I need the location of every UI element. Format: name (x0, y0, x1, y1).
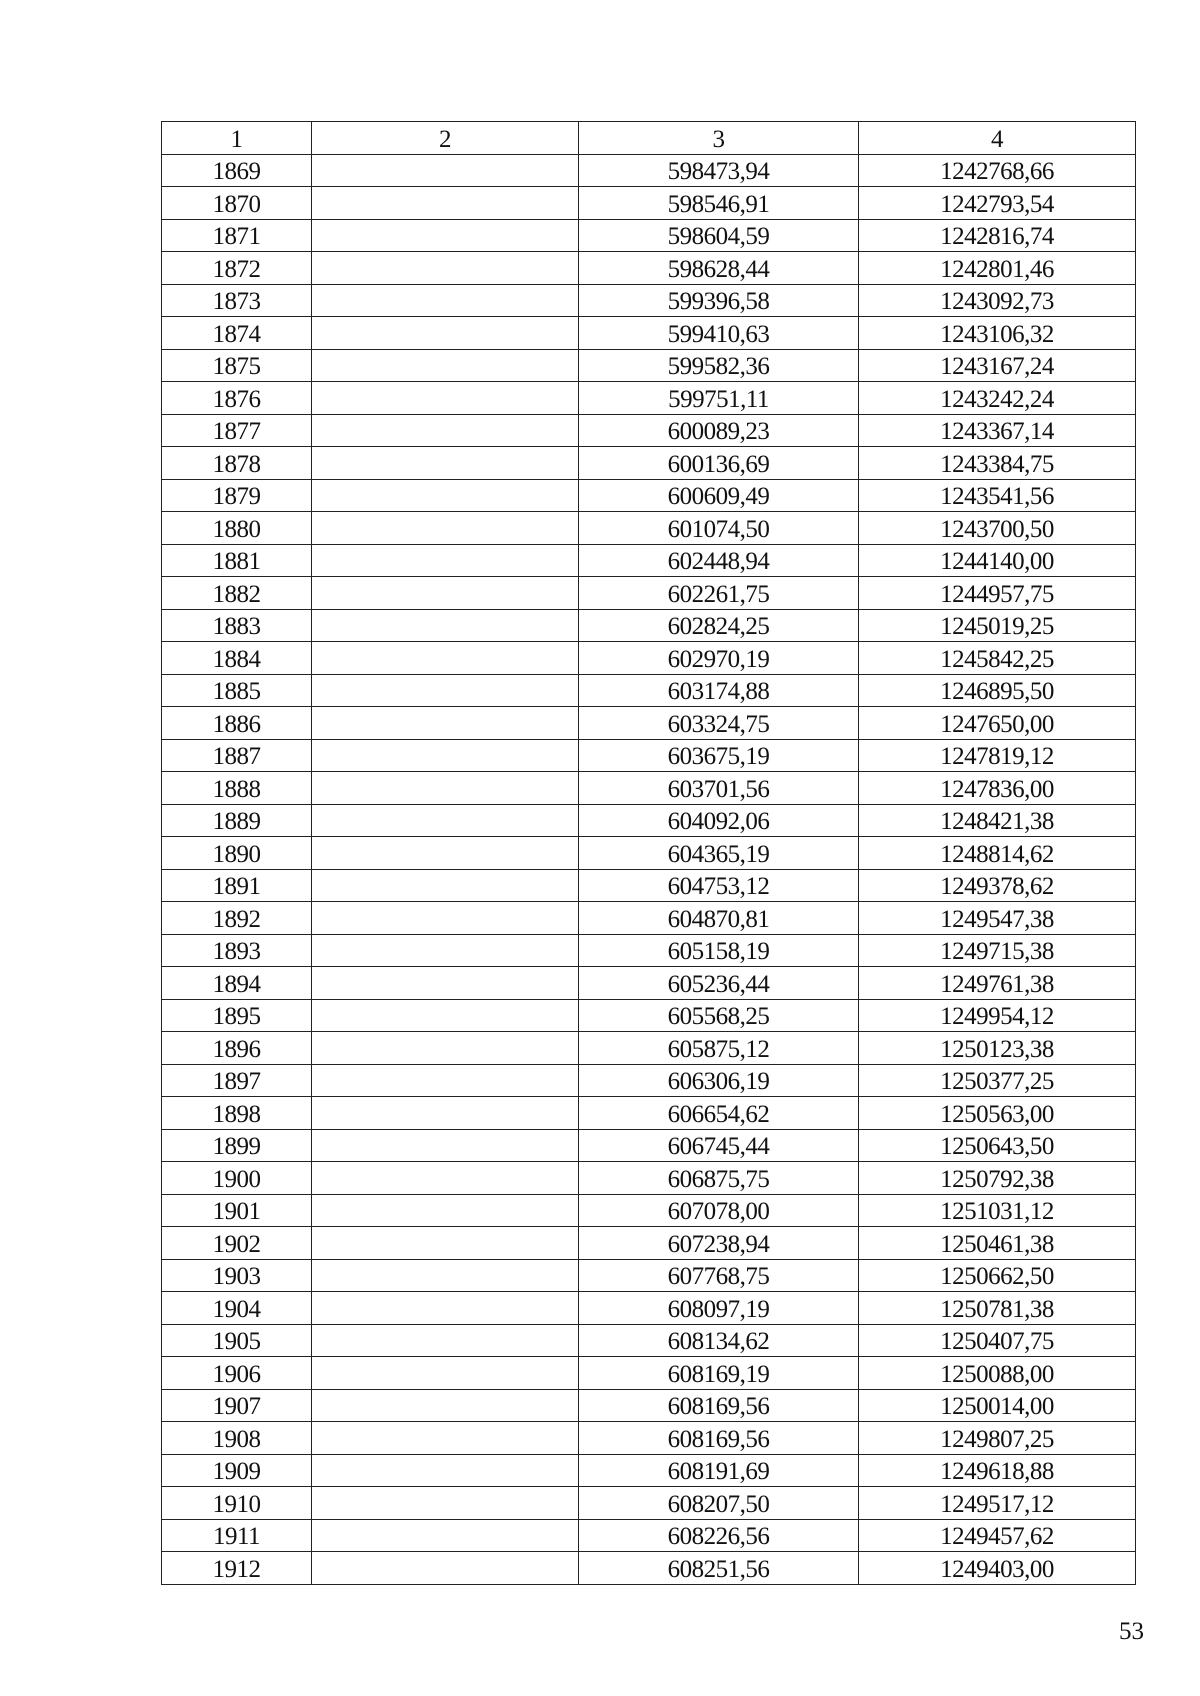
table-cell-col-1: 1870 (162, 187, 312, 220)
page-number: 53 (1119, 1618, 1144, 1645)
table-cell-col-4: 1243541,56 (859, 479, 1136, 512)
table-cell-col-1: 1905 (162, 1324, 312, 1357)
table-cell-col-2 (312, 1552, 579, 1585)
table-cell-col-2 (312, 479, 579, 512)
table-cell-col-1: 1910 (162, 1487, 312, 1520)
table-row (162, 349, 1136, 382)
table-cell-col-3: 607078,00 (579, 1194, 859, 1227)
table-cell-col-4: 1249618,88 (859, 1454, 1136, 1487)
table-row (162, 512, 1136, 545)
table-row (162, 1032, 1136, 1065)
table-cell-col-1: 1893 (162, 934, 312, 967)
table-cell-col-1: 1885 (162, 674, 312, 707)
table-cell-col-3: 603675,19 (579, 739, 859, 772)
table-cell-col-4: 1249807,25 (859, 1422, 1136, 1455)
table-cell-col-3: 600136,69 (579, 447, 859, 480)
table-cell-col-1: 1896 (162, 1032, 312, 1065)
table-cell-col-3: 605568,25 (579, 999, 859, 1032)
table-cell-col-1: 1876 (162, 382, 312, 415)
table-row (162, 837, 1136, 870)
table-cell-col-1: 1891 (162, 869, 312, 902)
table-row (162, 187, 1136, 220)
table-row (162, 284, 1136, 317)
table-cell-col-4: 1242816,74 (859, 219, 1136, 252)
table-cell-col-4: 1248421,38 (859, 804, 1136, 837)
table-cell-col-1: 1887 (162, 739, 312, 772)
table-cell-col-3: 608169,56 (579, 1422, 859, 1455)
table-cell-col-1: 1884 (162, 642, 312, 675)
table-cell-col-2 (312, 187, 579, 220)
table-cell-col-1: 1875 (162, 349, 312, 382)
coordinates-table (161, 121, 1136, 1585)
table-cell-col-3: 603174,88 (579, 674, 859, 707)
table-cell-col-4: 1250643,50 (859, 1129, 1136, 1162)
table-row (162, 772, 1136, 805)
table-cell-col-2 (312, 739, 579, 772)
table-cell-col-3: 601074,50 (579, 512, 859, 545)
table-cell-col-1: 1894 (162, 967, 312, 1000)
table-row (162, 479, 1136, 512)
table-cell-col-4: 1249954,12 (859, 999, 1136, 1032)
table-cell-col-1: 1909 (162, 1454, 312, 1487)
table-row (162, 999, 1136, 1032)
table-row (162, 577, 1136, 610)
table-cell-col-2 (312, 447, 579, 480)
table-row (162, 1259, 1136, 1292)
table-cell-col-1: 1908 (162, 1422, 312, 1455)
table-cell-col-2 (312, 1454, 579, 1487)
table-cell-col-1: 1904 (162, 1292, 312, 1325)
table-cell-col-3: 603324,75 (579, 707, 859, 740)
column-header-2: 2 (312, 122, 579, 155)
table-cell-col-4: 1247836,00 (859, 772, 1136, 805)
table-cell-col-1: 1903 (162, 1259, 312, 1292)
table-cell-col-2 (312, 837, 579, 870)
table-row (162, 544, 1136, 577)
table-cell-col-4: 1251031,12 (859, 1194, 1136, 1227)
table-cell-col-2 (312, 967, 579, 1000)
table-cell-col-2 (312, 804, 579, 837)
table-cell-col-3: 606306,19 (579, 1064, 859, 1097)
table-cell-col-2 (312, 219, 579, 252)
table-cell-col-3: 598604,59 (579, 219, 859, 252)
table-cell-col-1: 1873 (162, 284, 312, 317)
table-cell-col-4: 1242801,46 (859, 252, 1136, 285)
table-cell-col-4: 1243384,75 (859, 447, 1136, 480)
table-cell-col-4: 1242768,66 (859, 154, 1136, 187)
table-row (162, 1389, 1136, 1422)
table-cell-col-4: 1250014,00 (859, 1389, 1136, 1422)
table-cell-col-1: 1882 (162, 577, 312, 610)
table-row (162, 902, 1136, 935)
table-cell-col-4: 1250088,00 (859, 1357, 1136, 1390)
table-row (162, 317, 1136, 350)
table-cell-col-4: 1245842,25 (859, 642, 1136, 675)
table-row (162, 1129, 1136, 1162)
table-cell-col-2 (312, 317, 579, 350)
table-row (162, 447, 1136, 480)
table-cell-col-1: 1880 (162, 512, 312, 545)
table-cell-col-3: 603701,56 (579, 772, 859, 805)
table-cell-col-4: 1243167,24 (859, 349, 1136, 382)
table-cell-col-4: 1246895,50 (859, 674, 1136, 707)
table-row (162, 1194, 1136, 1227)
table-cell-col-4: 1247650,00 (859, 707, 1136, 740)
table-row (162, 1227, 1136, 1260)
table-cell-col-3: 604753,12 (579, 869, 859, 902)
table-cell-col-3: 604092,06 (579, 804, 859, 837)
table-cell-col-2 (312, 1129, 579, 1162)
table-cell-col-2 (312, 1162, 579, 1195)
table-row (162, 804, 1136, 837)
table-row (162, 1552, 1136, 1585)
table-cell-col-1: 1892 (162, 902, 312, 935)
table-cell-col-4: 1245019,25 (859, 609, 1136, 642)
table-cell-col-3: 608191,69 (579, 1454, 859, 1487)
table-cell-col-3: 608169,19 (579, 1357, 859, 1390)
table-cell-col-3: 600609,49 (579, 479, 859, 512)
table-cell-col-3: 602970,19 (579, 642, 859, 675)
table-cell-col-2 (312, 382, 579, 415)
table-cell-col-3: 605158,19 (579, 934, 859, 967)
table-cell-col-4: 1243242,24 (859, 382, 1136, 415)
table-cell-col-3: 608226,56 (579, 1519, 859, 1552)
column-header-4: 4 (859, 122, 1136, 155)
table-cell-col-3: 607768,75 (579, 1259, 859, 1292)
table-cell-col-4: 1250407,75 (859, 1324, 1136, 1357)
table-cell-col-3: 602261,75 (579, 577, 859, 610)
table-row (162, 1487, 1136, 1520)
table-cell-col-1: 1900 (162, 1162, 312, 1195)
table-cell-col-3: 608251,56 (579, 1552, 859, 1585)
table-header-row (162, 122, 1136, 155)
table-row (162, 154, 1136, 187)
table-row (162, 739, 1136, 772)
table-cell-col-4: 1250662,50 (859, 1259, 1136, 1292)
table-cell-col-4: 1249378,62 (859, 869, 1136, 902)
table-row (162, 1324, 1136, 1357)
table-cell-col-2 (312, 999, 579, 1032)
table-cell-col-3: 604365,19 (579, 837, 859, 870)
table-cell-col-1: 1898 (162, 1097, 312, 1130)
table-row (162, 1292, 1136, 1325)
table-cell-col-1: 1869 (162, 154, 312, 187)
table-cell-col-4: 1250461,38 (859, 1227, 1136, 1260)
table-cell-col-2 (312, 1292, 579, 1325)
table-cell-col-2 (312, 1097, 579, 1130)
table-row (162, 707, 1136, 740)
table-cell-col-3: 600089,23 (579, 414, 859, 447)
table-cell-col-4: 1243106,32 (859, 317, 1136, 350)
table-cell-col-2 (312, 1422, 579, 1455)
table-cell-col-1: 1907 (162, 1389, 312, 1422)
table-cell-col-4: 1250377,25 (859, 1064, 1136, 1097)
table-cell-col-2 (312, 902, 579, 935)
table-cell-col-4: 1248814,62 (859, 837, 1136, 870)
table-cell-col-1: 1881 (162, 544, 312, 577)
table-cell-col-2 (312, 1357, 579, 1390)
table-cell-col-4: 1247819,12 (859, 739, 1136, 772)
table-cell-col-4: 1249547,38 (859, 902, 1136, 935)
table-row (162, 382, 1136, 415)
table-cell-col-4: 1250563,00 (859, 1097, 1136, 1130)
table-cell-col-2 (312, 414, 579, 447)
table-cell-col-1: 1877 (162, 414, 312, 447)
table-cell-col-2 (312, 512, 579, 545)
table-cell-col-2 (312, 1227, 579, 1260)
table-cell-col-2 (312, 1519, 579, 1552)
table-cell-col-1: 1899 (162, 1129, 312, 1162)
table-row (162, 1454, 1136, 1487)
table-cell-col-3: 606654,62 (579, 1097, 859, 1130)
table-cell-col-2 (312, 1389, 579, 1422)
table-cell-col-4: 1250781,38 (859, 1292, 1136, 1325)
table-body (162, 154, 1136, 1584)
table-cell-col-2 (312, 772, 579, 805)
table-cell-col-2 (312, 707, 579, 740)
table-cell-col-3: 598546,91 (579, 187, 859, 220)
table-row (162, 1064, 1136, 1097)
table-cell-col-2 (312, 1324, 579, 1357)
table-cell-col-3: 608207,50 (579, 1487, 859, 1520)
table-cell-col-2 (312, 674, 579, 707)
table-cell-col-1: 1874 (162, 317, 312, 350)
table-row (162, 414, 1136, 447)
table-row (162, 1097, 1136, 1130)
table-cell-col-4: 1249403,00 (859, 1552, 1136, 1585)
table-cell-col-3: 599582,36 (579, 349, 859, 382)
table-cell-col-1: 1879 (162, 479, 312, 512)
table-cell-col-4: 1249715,38 (859, 934, 1136, 967)
table-cell-col-1: 1902 (162, 1227, 312, 1260)
table-row (162, 1162, 1136, 1195)
table-cell-col-4: 1243367,14 (859, 414, 1136, 447)
table-cell-col-2 (312, 1032, 579, 1065)
table-cell-col-3: 606745,44 (579, 1129, 859, 1162)
table-cell-col-3: 599751,11 (579, 382, 859, 415)
table-cell-col-1: 1888 (162, 772, 312, 805)
table-cell-col-2 (312, 609, 579, 642)
table-cell-col-2 (312, 1487, 579, 1520)
table-cell-col-3: 608134,62 (579, 1324, 859, 1357)
table-cell-col-1: 1878 (162, 447, 312, 480)
table-cell-col-2 (312, 1194, 579, 1227)
table-row (162, 869, 1136, 902)
table-cell-col-2 (312, 869, 579, 902)
table-cell-col-2 (312, 1259, 579, 1292)
table-cell-col-1: 1911 (162, 1519, 312, 1552)
table-cell-col-4: 1244140,00 (859, 544, 1136, 577)
table-cell-col-2 (312, 577, 579, 610)
table-cell-col-1: 1895 (162, 999, 312, 1032)
table-cell-col-3: 604870,81 (579, 902, 859, 935)
table-cell-col-4: 1242793,54 (859, 187, 1136, 220)
table-cell-col-3: 605875,12 (579, 1032, 859, 1065)
table-cell-col-4: 1243092,73 (859, 284, 1136, 317)
table-cell-col-3: 598473,94 (579, 154, 859, 187)
table-cell-col-3: 608169,56 (579, 1389, 859, 1422)
table-row (162, 1519, 1136, 1552)
table-cell-col-3: 599396,58 (579, 284, 859, 317)
table-cell-col-4: 1249457,62 (859, 1519, 1136, 1552)
table-cell-col-2 (312, 642, 579, 675)
table-row (162, 967, 1136, 1000)
table-row (162, 642, 1136, 675)
table-cell-col-3: 602448,94 (579, 544, 859, 577)
table-cell-col-2 (312, 934, 579, 967)
table-cell-col-2 (312, 1064, 579, 1097)
table-cell-col-2 (312, 252, 579, 285)
table-row (162, 934, 1136, 967)
table-cell-col-2 (312, 154, 579, 187)
table-cell-col-2 (312, 284, 579, 317)
table-cell-col-4: 1249761,38 (859, 967, 1136, 1000)
table-cell-col-2 (312, 349, 579, 382)
table-cell-col-1: 1889 (162, 804, 312, 837)
table-row (162, 219, 1136, 252)
table-cell-col-1: 1897 (162, 1064, 312, 1097)
table-row (162, 252, 1136, 285)
table-cell-col-4: 1249517,12 (859, 1487, 1136, 1520)
table-cell-col-1: 1906 (162, 1357, 312, 1390)
table-row (162, 674, 1136, 707)
table-cell-col-1: 1883 (162, 609, 312, 642)
table-cell-col-3: 599410,63 (579, 317, 859, 350)
table-cell-col-1: 1886 (162, 707, 312, 740)
table-row (162, 1422, 1136, 1455)
table-cell-col-4: 1244957,75 (859, 577, 1136, 610)
table-cell-col-4: 1243700,50 (859, 512, 1136, 545)
table-cell-col-1: 1871 (162, 219, 312, 252)
table-cell-col-3: 605236,44 (579, 967, 859, 1000)
table-cell-col-2 (312, 544, 579, 577)
table-row (162, 609, 1136, 642)
table-cell-col-4: 1250792,38 (859, 1162, 1136, 1195)
table-cell-col-1: 1872 (162, 252, 312, 285)
column-header-3: 3 (579, 122, 859, 155)
table-cell-col-1: 1890 (162, 837, 312, 870)
table-cell-col-3: 602824,25 (579, 609, 859, 642)
table-cell-col-1: 1901 (162, 1194, 312, 1227)
table-cell-col-3: 598628,44 (579, 252, 859, 285)
table-cell-col-1: 1912 (162, 1552, 312, 1585)
table-cell-col-4: 1250123,38 (859, 1032, 1136, 1065)
table-cell-col-3: 608097,19 (579, 1292, 859, 1325)
table-row (162, 1357, 1136, 1390)
table-cell-col-3: 607238,94 (579, 1227, 859, 1260)
column-header-1: 1 (162, 122, 312, 155)
table-cell-col-3: 606875,75 (579, 1162, 859, 1195)
